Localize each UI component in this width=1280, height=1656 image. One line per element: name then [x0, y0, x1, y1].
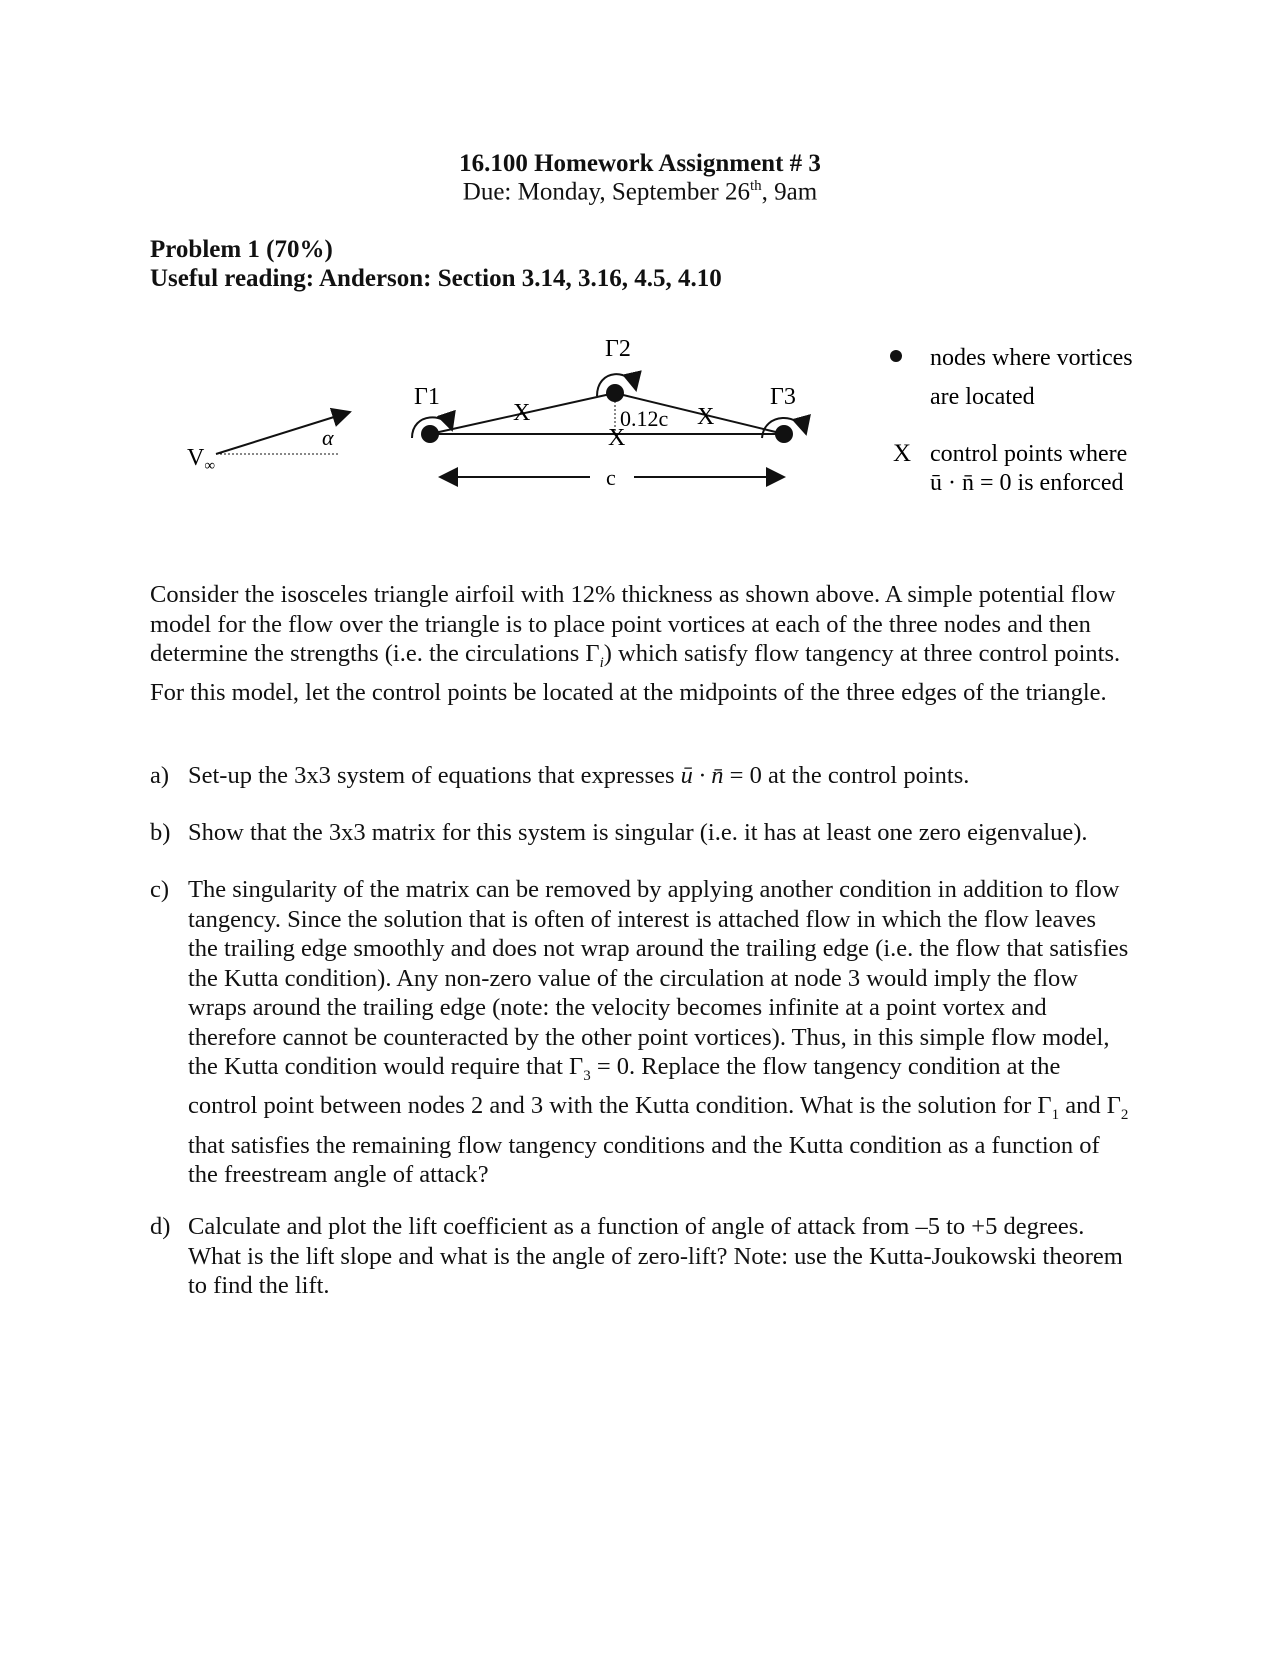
thickness-label: 0.12c: [620, 406, 669, 431]
due-date-text: Due: Monday, September 26: [462, 178, 750, 206]
gamma3-label: Γ3: [770, 384, 796, 410]
airfoil-figure: [150, 330, 1150, 530]
assignment-title: 16.100 Homework Assignment # 3: [459, 150, 821, 177]
item-a: [150, 761, 1130, 791]
item-b-text: Show that the 3x3 matrix for this system is singular (i.e. it has at least one zero eigenvalue).: [188, 819, 1088, 846]
control-point-mid: X: [608, 425, 626, 451]
chord-label: c: [606, 465, 616, 490]
item-c-sub1: 1: [1051, 1107, 1060, 1124]
item-c-text-4: that satisfies the remaining flow tangency conditions and the Kutta condition as a function of the freestream angle of attack?: [188, 1131, 1100, 1189]
node-3: [775, 425, 793, 443]
item-c-text-1: The singularity of the matrix can be removed by applying another condition in addition to flow tangency. Since the solution that is often of interest is attached flow in which the flow leaves the trailing edge smoothly and does not wrap around the trailing edge (i.e. the flow that satisfies the Kutta condition). Any non-zero value of the circulation at node 3 would imply the flow wraps around the trailing edge (note: the velocity becomes infinite at a point vortex and therefore cannot be counteracted by the other point vortices). Thus, in this simple flow model, the Kutta condition would require that Γ: [188, 876, 1129, 1080]
item-c-text-2: = 0. Replace the flow tangency condition at the control point between nodes 2 and 3 with the Kutta condition. What is the solution for Γ: [188, 1053, 1061, 1120]
gamma1-label: Γ1: [414, 384, 440, 410]
legend-node-bullet: [890, 350, 902, 362]
item-c: [150, 875, 1130, 1190]
alpha-label: α: [322, 425, 334, 450]
item-d-text: Calculate and plot the lift coefficient as a function of angle of attack from –5 to +5 degrees. What is the lift slope and what is the angle of zero-lift? Note: use the Kutta-Joukowski theorem to find the lift.: [188, 1213, 1123, 1299]
item-d: [150, 1212, 1130, 1301]
item-c-sub3: 3: [583, 1067, 591, 1084]
item-c-label: c): [150, 876, 170, 903]
due-date-sup: th: [750, 178, 762, 194]
vinf-label: $V_\infty$: [187, 445, 216, 474]
item-b: [150, 818, 1130, 848]
legend-nodes-line1: nodes where vortices: [930, 345, 1133, 371]
intro-text-1: Consider the isosceles triangle airfoil with 12% thickness as shown above. A simple potential flow model for the flow over the triangle is to place point vortices at each of the three nodes and then determine the strengths (i.e. the circulations Γ: [150, 581, 1116, 667]
item-c-text: [188, 875, 1130, 1190]
legend-control-line2: ū · n̄ = 0 is enforced: [930, 470, 1124, 496]
problem-heading: Problem 1 (70%): [150, 236, 333, 263]
control-point-2: X: [697, 404, 715, 430]
node-2: [606, 384, 624, 402]
problem-intro: [150, 580, 1130, 708]
item-a-label: a): [150, 762, 170, 789]
due-date-time: , 9am: [761, 178, 818, 206]
intro-sub: i: [599, 654, 604, 671]
item-a-post: = 0 at the control points.: [723, 762, 970, 789]
legend-control-line1: control points where: [930, 441, 1128, 467]
due-date: [0, 178, 1280, 206]
item-c-sub2: 2: [1120, 1107, 1129, 1124]
item-a-pre: Set-up the 3x3 system of equations that expresses: [188, 762, 681, 789]
legend-nodes-line2: are located: [930, 384, 1035, 410]
gamma2-label: Γ2: [605, 336, 631, 362]
item-c-text-3: and Γ: [1059, 1092, 1121, 1120]
item-b-label: b): [150, 819, 171, 846]
item-d-label: d): [150, 1213, 171, 1240]
item-a-text: [188, 761, 1130, 791]
control-point-1: X: [513, 400, 531, 426]
triangle-airfoil: [430, 393, 784, 434]
item-a-math: ū · n̄: [680, 762, 724, 789]
intro-text-2: ) which satisfy flow tangency at three control points. For this model, let the control points be located at the midpoints of the three edges of the triangle.: [150, 640, 1121, 707]
useful-reading: Useful reading: Anderson: Section 3.14, 3.16, 4.5, 4.10: [150, 265, 722, 292]
node-1: [421, 425, 439, 443]
legend-control-symbol: X: [893, 440, 912, 467]
